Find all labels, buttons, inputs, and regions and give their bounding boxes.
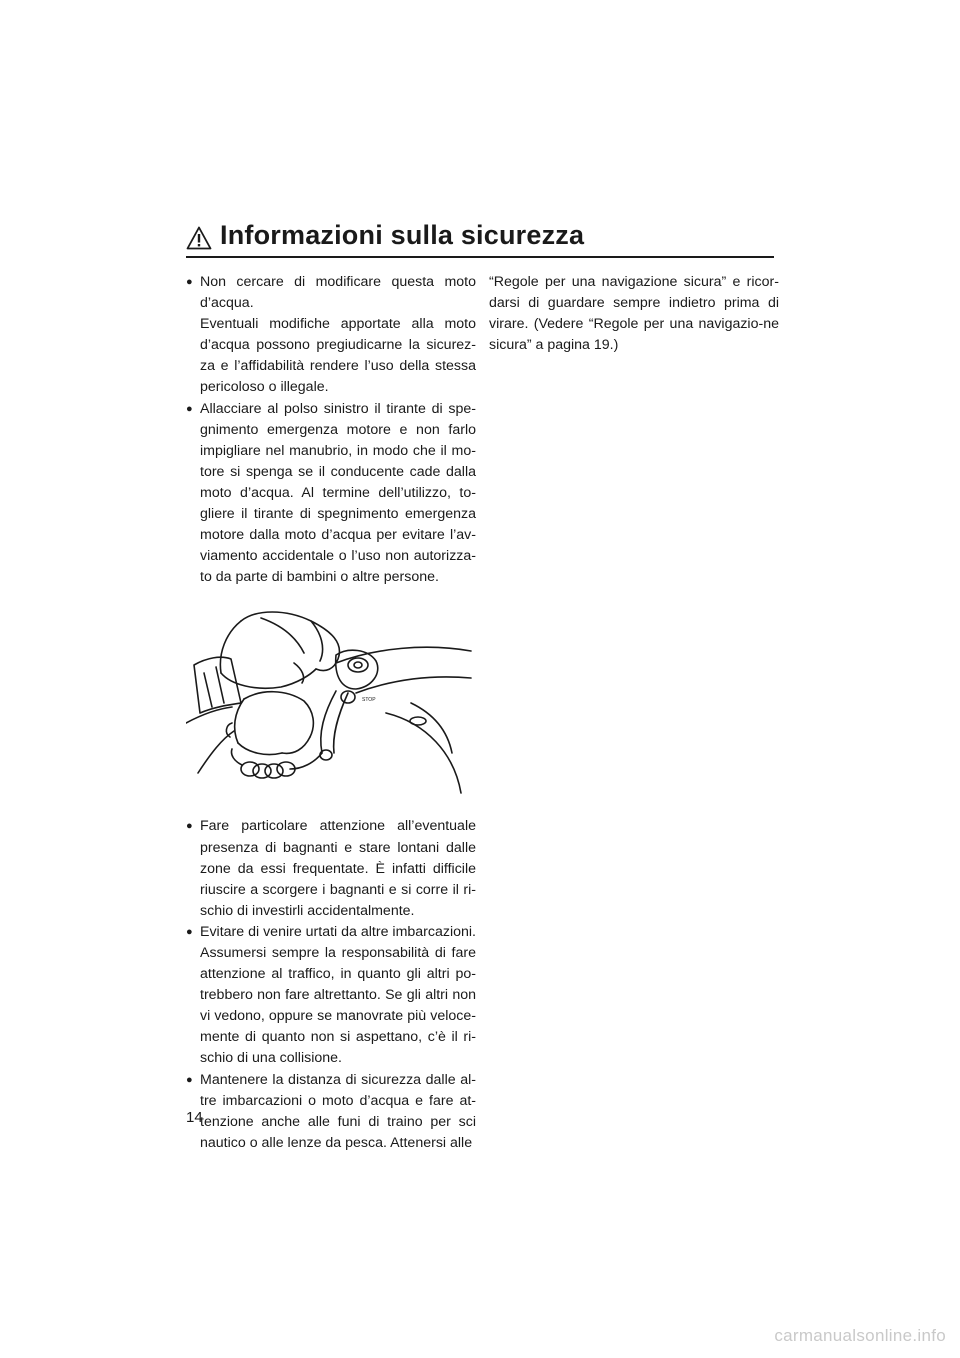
page-number: 14	[186, 1109, 203, 1126]
bullet-icon: ●	[186, 276, 193, 288]
left-column	[186, 272, 476, 1154]
bullet-body: Evitare di venire urtati da altre imbarcazioni. Assumersi sempre la responsabilità di fare attenzione al traffico, in quanto gli altri po-trebbero non fare altrettanto. Se gli altri non vi vedono, oppure se manovrate più veloce-mente di quanto non si aspettano, c’è il ri-schio di una collisione.	[200, 923, 476, 1067]
page-header	[186, 222, 774, 258]
bullet-icon: ●	[186, 925, 193, 938]
watermark: carmanualsonline.info	[774, 1326, 946, 1345]
bullet-body: Fare particolare attenzione all’eventuale presenza di bagnanti e stare lontani dalle zone da essi frequentate. È infatti difficile riuscire a scorgere i bagnanti e si corre il ri-schio di investirli accidentalmente.	[200, 818, 476, 919]
bullet-item	[186, 399, 476, 589]
lanyard-illustration	[186, 603, 476, 803]
bullet-icon: ●	[186, 402, 193, 415]
bullet-item	[186, 816, 476, 921]
bullet-icon: ●	[186, 1073, 193, 1086]
bullet-body: Eventuali modifiche apportate alla moto d’acqua possono pregiudicarne la sicurez-za e l’affidabilità rendere l’uso della stessa pericoloso o illegale.	[200, 316, 476, 396]
bullet-body: Mantenere la distanza di sicurezza dalle al-tre imbarcazioni o moto d’acqua e fare at-tenzione anche alle funi di traino per sci nautico o alle lenze da pesca. Attenersi alle	[200, 1071, 476, 1151]
bullet-item	[186, 272, 476, 399]
warning-triangle-icon	[186, 226, 212, 250]
bullet-body: Allacciare al polso sinistro il tirante di spe-gnimento emergenza motore e non farlo impigliare nel manubrio, in modo che il mo-tore si spenga se il conducente cade dalla moto d’acqua. Al termine dell’utilizzo, to-gliere il tirante di spegnimento emergenza motore dalla moto d’acqua per evitare l’av-viamento accidentale o l’uso non autorizza-to da parte di bambini o altre persone.	[200, 400, 476, 586]
page-title: Informazioni sulla sicurezza	[220, 220, 585, 250]
bullet-item	[186, 922, 476, 1070]
continuation-text: “Regole per una navigazione sicura” e ricor-darsi di guardare sempre indietro prima di virare. (Vedere “Regole per una navigazio-ne sicura” a pagina 19.)	[489, 274, 779, 354]
right-column	[489, 272, 779, 356]
bullet-icon: ●	[186, 820, 193, 833]
bullet-item	[186, 1070, 476, 1154]
bullet-title: Non cercare di modificare questa moto d’acqua.	[200, 274, 476, 312]
stop-label: STOP	[362, 697, 376, 704]
